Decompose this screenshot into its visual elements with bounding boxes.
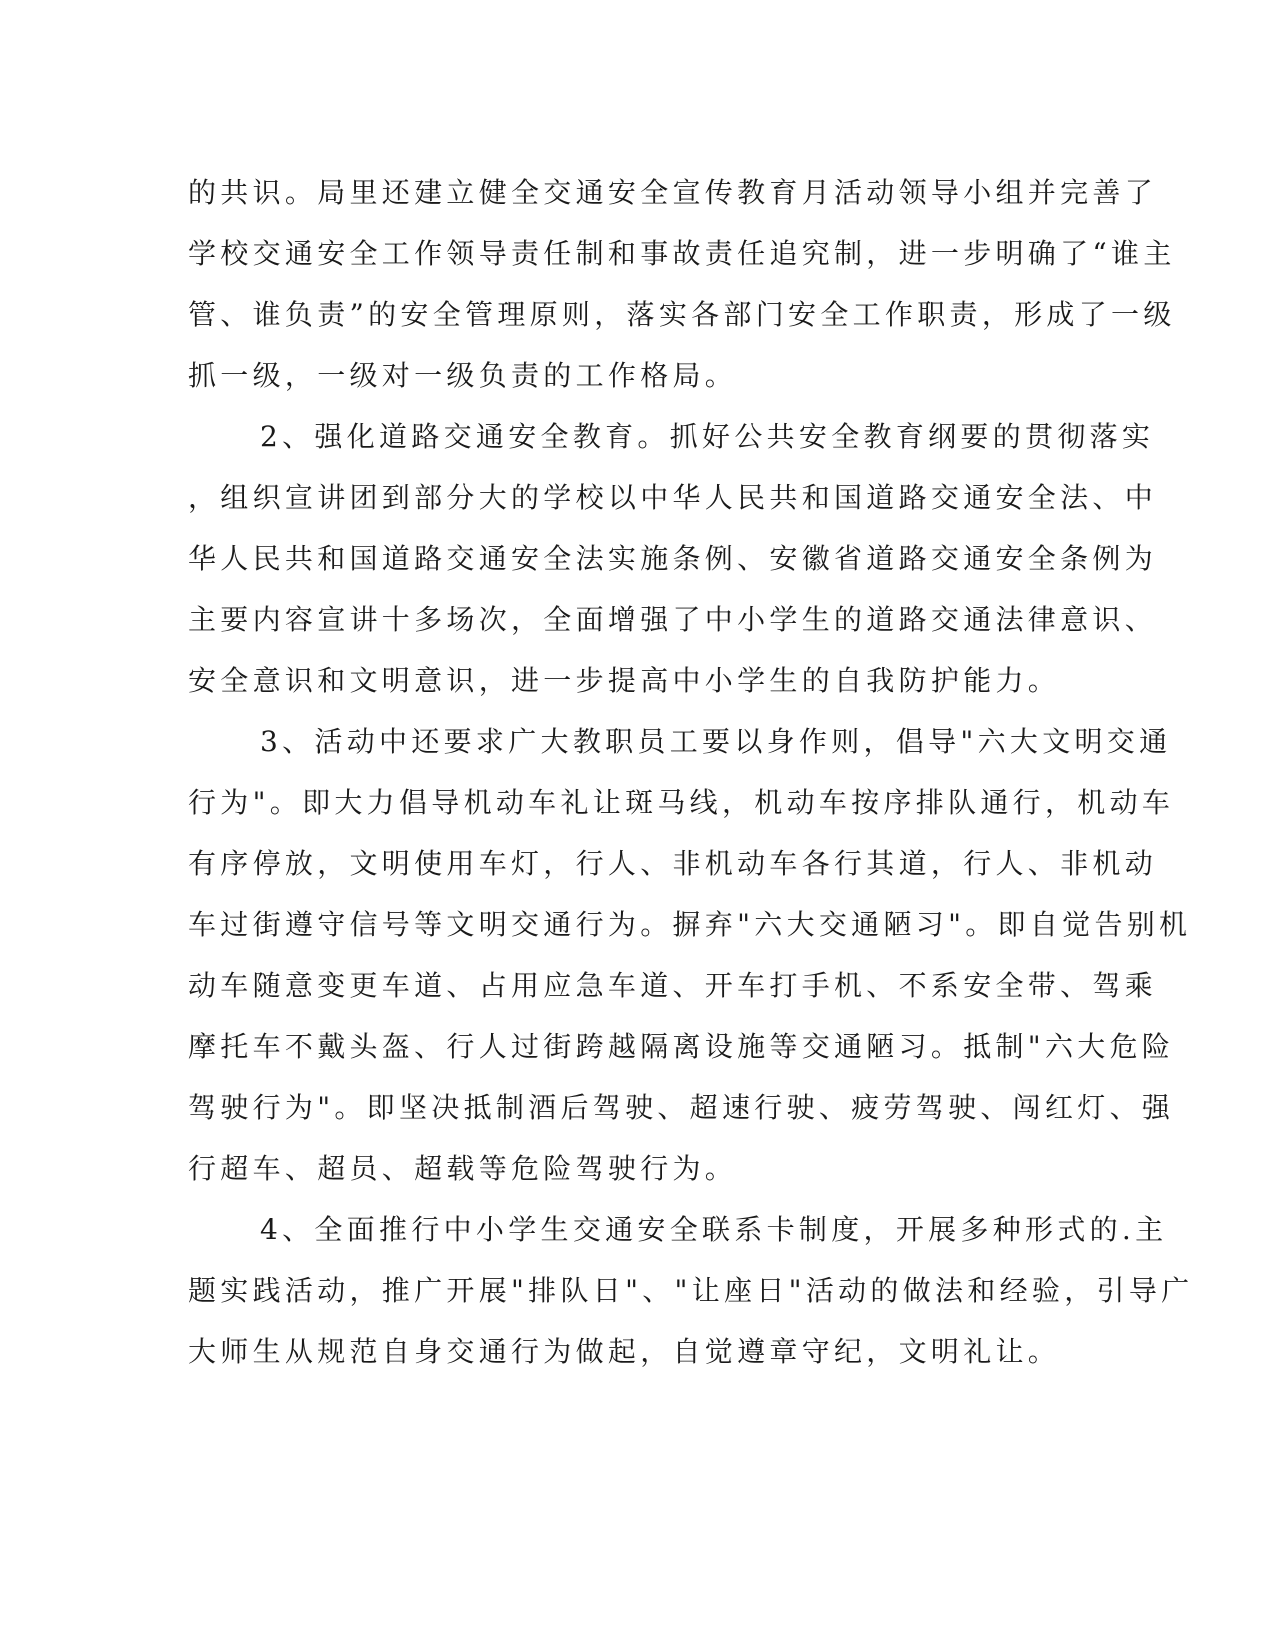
text-line: 驾驶行为"。即坚决抵制酒后驾驶、超速行驶、疲劳驾驶、闯红灯、强	[188, 1091, 1175, 1124]
paragraph-4-first-line: 4、全面推行中小学生交通安全联系卡制度，开展多种形式的.主	[260, 1213, 1168, 1246]
paragraph-3-first-line: 3、活动中还要求广大教职员工要以身作则，倡导"六大文明交通	[260, 725, 1172, 758]
text-line: 动车随意变更车道、占用应急车道、开车打手机、不系安全带、驾乘	[188, 969, 1158, 1002]
text-line: 抓一级，一级对一级负责的工作格局。	[188, 359, 738, 392]
text-line: ，组织宣讲团到部分大的学校以中华人民共和国道路交通安全法、中	[188, 481, 1158, 514]
text-line: 行超车、超员、超载等危险驾驶行为。	[188, 1152, 738, 1185]
text-line: 有序停放，文明使用车灯，行人、非机动车各行其道，行人、非机动	[188, 847, 1158, 880]
text-line: 学校交通安全工作领导责任制和事故责任追究制，进一步明确了“谁主	[188, 237, 1176, 270]
text-line: 主要内容宣讲十多场次，全面增强了中小学生的道路交通法律意识、	[188, 603, 1158, 636]
text-line: 的共识。局里还建立健全交通安全宣传教育月活动领导小组并完善了	[188, 176, 1158, 209]
text-line: 车过街遵守信号等文明交通行为。摒弃"六大交通陋习"。即自觉告别机	[188, 908, 1192, 941]
text-line: 安全意识和文明意识，进一步提高中小学生的自我防护能力。	[188, 664, 1061, 697]
text-line: 大师生从规范自身交通行为做起，自觉遵章守纪，文明礼让。	[188, 1335, 1061, 1368]
text-line: 华人民共和国道路交通安全法实施条例、安徽省道路交通安全条例为	[188, 542, 1158, 575]
text-line: 行为"。即大力倡导机动车礼让斑马线，机动车按序排队通行，机动车	[188, 786, 1175, 819]
paragraph-2-first-line: 2、强化道路交通安全教育。抓好公共安全教育纲要的贯彻落实	[260, 420, 1155, 453]
text-line: 管、谁负责”的安全管理原则，落实各部门安全工作职责，形成了一级	[188, 298, 1176, 331]
text-line: 题实践活动，推广开展"排队日"、"让座日"活动的做法和经验，引导广	[188, 1274, 1194, 1307]
text-line: 摩托车不戴头盔、行人过街跨越隔离设施等交通陋习。抵制"六大危险	[188, 1030, 1175, 1063]
document-body	[188, 162, 1194, 1382]
